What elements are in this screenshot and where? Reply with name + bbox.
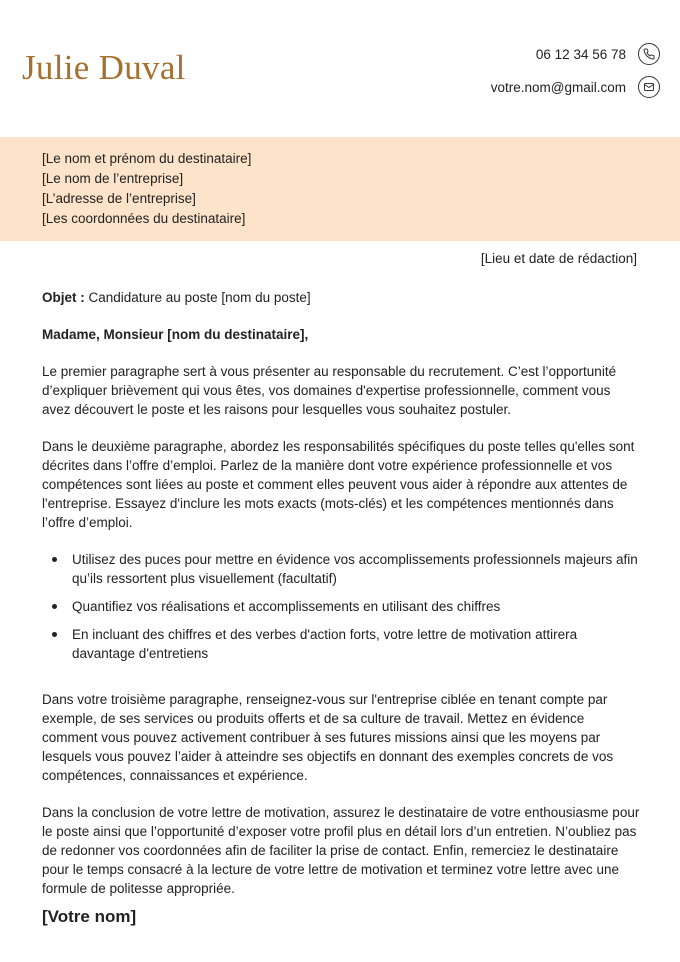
recipient-contact: [Les coordonnées du destinataire] bbox=[42, 211, 246, 226]
applicant-name: Julie Duval bbox=[22, 48, 186, 87]
letter-body bbox=[42, 288, 642, 916]
phone-icon bbox=[638, 43, 660, 65]
paragraph-company: Dans votre troisième paragraphe, renseignez-vous sur l'entreprise ciblée en tenant compte par exemple, de ses services ou produits offerts et de sa culture de travail. Mettez en évidence comment vous pouvez activement contribuer à ses futures missions ainsi que les moyens par lesquels vous pouvez l’aider à atteindre ses objectifs en donnant des exemples concrets de vos compétences, connaissances et expérience. bbox=[42, 692, 614, 783]
phone-number: 06 12 34 56 78 bbox=[535, 46, 626, 62]
list-item: En incluant des chiffres et des verbes d'action forts, votre lettre de motivation attirera davantage d'entretiens bbox=[72, 625, 642, 663]
recipient-block bbox=[0, 137, 680, 241]
recipient-name: [Le nom et prénom du destinataire] bbox=[42, 151, 252, 166]
mail-icon bbox=[638, 76, 660, 98]
subject-label: Objet : bbox=[42, 290, 85, 305]
list-item: Quantifiez vos réalisations et accomplissements en utilisant des chiffres bbox=[72, 597, 642, 616]
phone-contact bbox=[536, 43, 660, 65]
signature: [Votre nom] bbox=[42, 907, 137, 926]
list-item: Utilisez des puces pour mettre en évidence vos accomplissements professionnels majeurs afin qu’ils ressortent plus visuellement (facultatif) bbox=[72, 550, 642, 588]
recipient-address: [L’adresse de l’entreprise] bbox=[42, 191, 196, 206]
subject-line bbox=[42, 288, 642, 307]
paragraph-experience: Dans le deuxième paragraphe, abordez les responsabilités spécifiques du poste telles qu'elles sont décrites dans l’offre d’emploi. Parlez de la manière dont votre expérience professionnelle et vos compétences sont liées au poste et comment elles peuvent vous aider à répondre aux attentes de l'entreprise. Essayez d'inclure les mots exacts (mots-clés) et les compétences mentionnés dans l’offre d’emploi. bbox=[42, 439, 635, 530]
email-contact bbox=[491, 76, 660, 98]
salutation: Madame, Monsieur [nom du destinataire], bbox=[42, 327, 309, 342]
email-address: votre.nom@gmail.com bbox=[490, 79, 626, 95]
paragraph-conclusion: Dans la conclusion de votre lettre de motivation, assurez le destinataire de votre enthousiasme pour le poste ainsi que l’opportunité d’exposer votre profil plus en détail lors d’un entretien. N’oubliez pas de redonner vos coordonnées afin de faciliter la prise de contact. Enfin, remerciez le destinataire pour le temps consacré à la lecture de votre lettre de motivation et terminez votre lettre avec une formule de politesse appropriée. bbox=[42, 805, 640, 896]
achievement-list bbox=[42, 550, 642, 663]
subject-text: Candidature au poste [nom du poste] bbox=[84, 290, 311, 305]
paragraph-intro: Le premier paragraphe sert à vous présenter au responsable du recrutement. C’est l’opportunité d’expliquer brièvement qui vous êtes, vos domaines d'expertise professionnelle, comment vous avez découvert le poste et les raisons pour lesquelles vous souhaitez postuler. bbox=[42, 364, 617, 417]
place-and-date: [Lieu et date de rédaction] bbox=[480, 251, 637, 266]
recipient-company: [Le nom de l’entreprise] bbox=[42, 171, 184, 186]
